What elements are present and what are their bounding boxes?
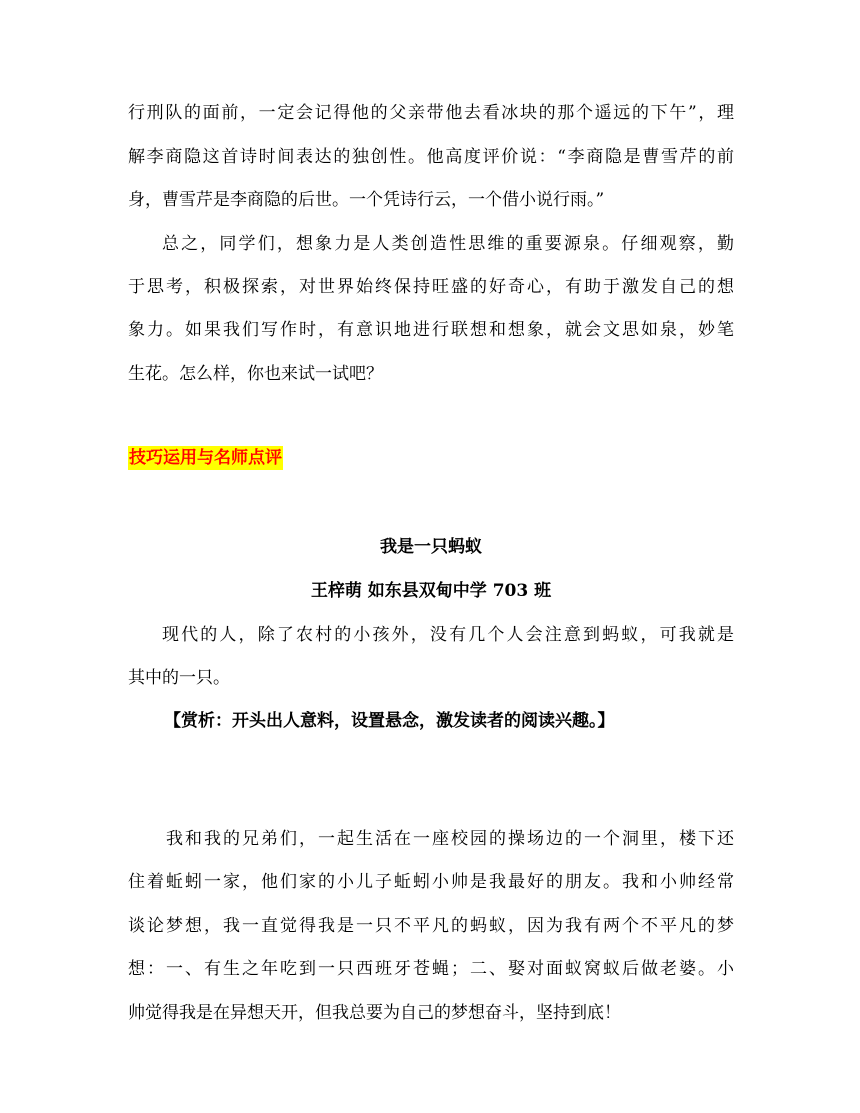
essay-author: 王梓萌 如东县双甸中学 703 班 — [310, 581, 552, 601]
paragraph-line: 想：一、有生之年吃到一只西班牙苍蝇；二、娶对面蚁窝蚁后做老婆。小 — [128, 959, 734, 979]
paragraph-line: 谈论梦想，我一直觉得我是一只不平凡的蚂蚁，因为我有两个不平凡的梦 — [128, 916, 734, 936]
paragraph-line: 行刑队的面前，一定会记得他的父亲带他去看冰块的那个遥远的下午”，理 — [128, 103, 734, 123]
essay-title: 我是一只蚂蚁 — [380, 537, 482, 557]
paragraph-line: 解李商隐这首诗时间表达的独创性。他高度评价说：“李商隐是曹雪芹的前 — [128, 147, 734, 167]
paragraph-line: 住着蚯蚓一家，他们家的小儿子蚯蚓小帅是我最好的朋友。我和小帅经常 — [128, 872, 734, 892]
section-heading: 技巧运用与名师点评 — [129, 448, 282, 468]
paragraph-line: 其中的一只。 — [128, 668, 230, 688]
paragraph-line: 现代的人，除了农村的小孩外，没有几个人会注意到蚂蚁，可我就是 — [162, 625, 734, 645]
paragraph-line: 生花。怎么样，你也来试一试吧？ — [128, 364, 383, 384]
paragraph-line: 于思考，积极探索，对世界始终保持旺盛的好奇心，有助于激发自己的想 — [128, 277, 734, 297]
paragraph-line: 帅觉得我是在异想天开，但我总要为自己的梦想奋斗，坚持到底！ — [128, 1003, 621, 1023]
paragraph-line: 身，曹雪芹是李商隐的后世。一个凭诗行云，一个借小说行雨。” — [128, 190, 605, 210]
paragraph-line: 象力。如果我们写作时，有意识地进行联想和想象，就会文思如泉，妙笔 — [128, 320, 734, 340]
teacher-comment: 【赏析：开头出人意料，设置悬念，激发读者的阅读兴趣。】 — [164, 711, 615, 731]
paragraph-line: 总之，同学们，想象力是人类创造性思维的重要源泉。仔细观察，勤 — [162, 234, 734, 254]
paragraph-line: 我和我的兄弟们，一起生活在一座校园的操场边的一个洞里，楼下还 — [166, 829, 734, 849]
